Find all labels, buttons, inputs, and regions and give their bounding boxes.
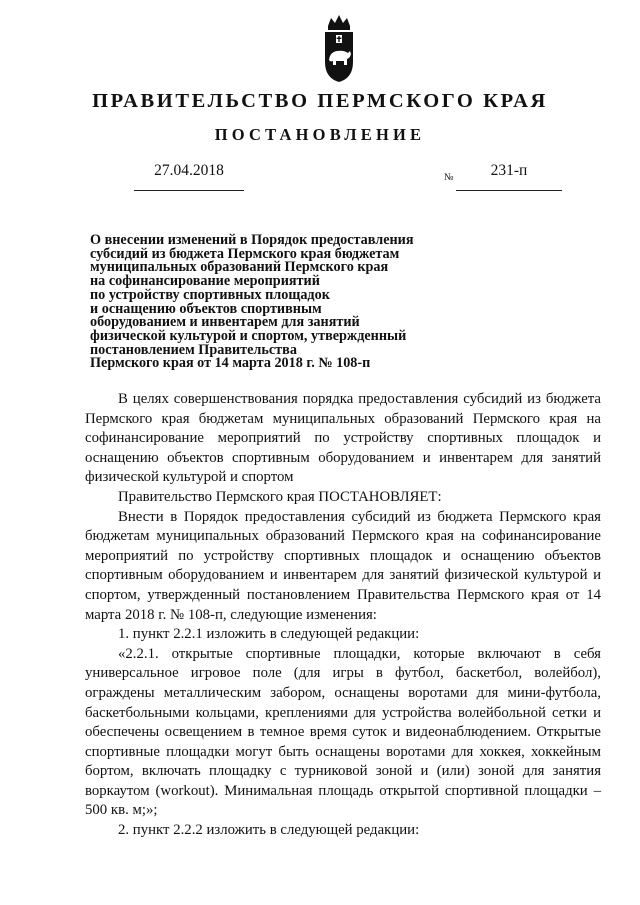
amendment-intro-paragraph: Внести в Порядок предоставления субсидий из бюджета Пермского края бюджетам муниципальных образований Пермского края на софинансирование мероприятий по устройству спортивных площадок и оснащению объектов спортивным оборудованием и инвентарем для занятий физической культурой и спортом, утвержденный постановлением Правительства Пермского края от 14 марта 2018 г. № 108-п, следующие изменения: bbox=[85, 508, 601, 623]
document-subject bbox=[90, 234, 450, 371]
subject-line: Пермского края от 14 марта 2018 г. № 108-п bbox=[90, 355, 371, 372]
item-2-paragraph: 2. пункт 2.2.2 изложить в следующей редакции: bbox=[118, 822, 420, 839]
subject-line: постановлением Правительства bbox=[90, 341, 297, 358]
subject-line: муниципальных образований Пермского края bbox=[90, 259, 389, 276]
subject-line: и оснащению объектов спортивным bbox=[90, 300, 322, 317]
number-sign: № bbox=[444, 172, 454, 183]
subject-line: оборудованием и инвентарем для занятий bbox=[90, 314, 360, 331]
resolution-paragraph: Правительство Пермского края ПОСТАНОВЛЯЕТ: bbox=[118, 488, 442, 505]
document-body bbox=[85, 390, 601, 841]
government-title: ПРАВИТЕЛЬСТВО ПЕРМСКОГО КРАЯ bbox=[92, 90, 548, 112]
document-type: ПОСТАНОВЛЕНИЕ bbox=[214, 125, 426, 144]
subject-line: О внесении изменений в Порядок предоставления bbox=[90, 232, 414, 248]
clause-2-2-1-paragraph: «2.2.1. открытые спортивные площадки, которые включают в себя универсальное игровое поле (для игры в футбол, баскетбол, волейбол), ограждены металлическим забором, оснащены воротами для мини-футбола, баскетбольными кольцами, креплениями для устройства волейбольной сетки и обеспечены освещением в темное время суток и видеонаблюдением. Открытые спортивные площадки могут быть оснащены воротами для хоккея, хоккейным бортом, включать площадку с турниковой зоной и (или) зоной для занятия воркаутом (workout). Минимальная площадь открытой спортивной площадки – 500 кв. м;»; bbox=[85, 645, 601, 819]
coat-of-arms-icon bbox=[322, 12, 356, 84]
subject-line: субсидий из бюджета Пермского края бюджетам bbox=[90, 245, 400, 262]
item-1-paragraph: 1. пункт 2.2.1 изложить в следующей редакции: bbox=[118, 626, 420, 643]
document-number: 231-п bbox=[456, 162, 562, 191]
subject-line: физической культурой и спортом, утвержденный bbox=[90, 327, 407, 344]
subject-line: по устройству спортивных площадок bbox=[90, 286, 330, 303]
document-date: 27.04.2018 bbox=[134, 162, 244, 191]
subject-line: на софинансирование мероприятий bbox=[90, 273, 320, 290]
preamble-paragraph: В целях совершенствования порядка предоставления субсидий из бюджета Пермского края бюджетам муниципальных образований Пермского края на софинансирование мероприятий по устройству спортивных площадок и оснащению объектов спортивным оборудованием и инвентарем для занятий физической культурой и спортом bbox=[85, 391, 601, 486]
